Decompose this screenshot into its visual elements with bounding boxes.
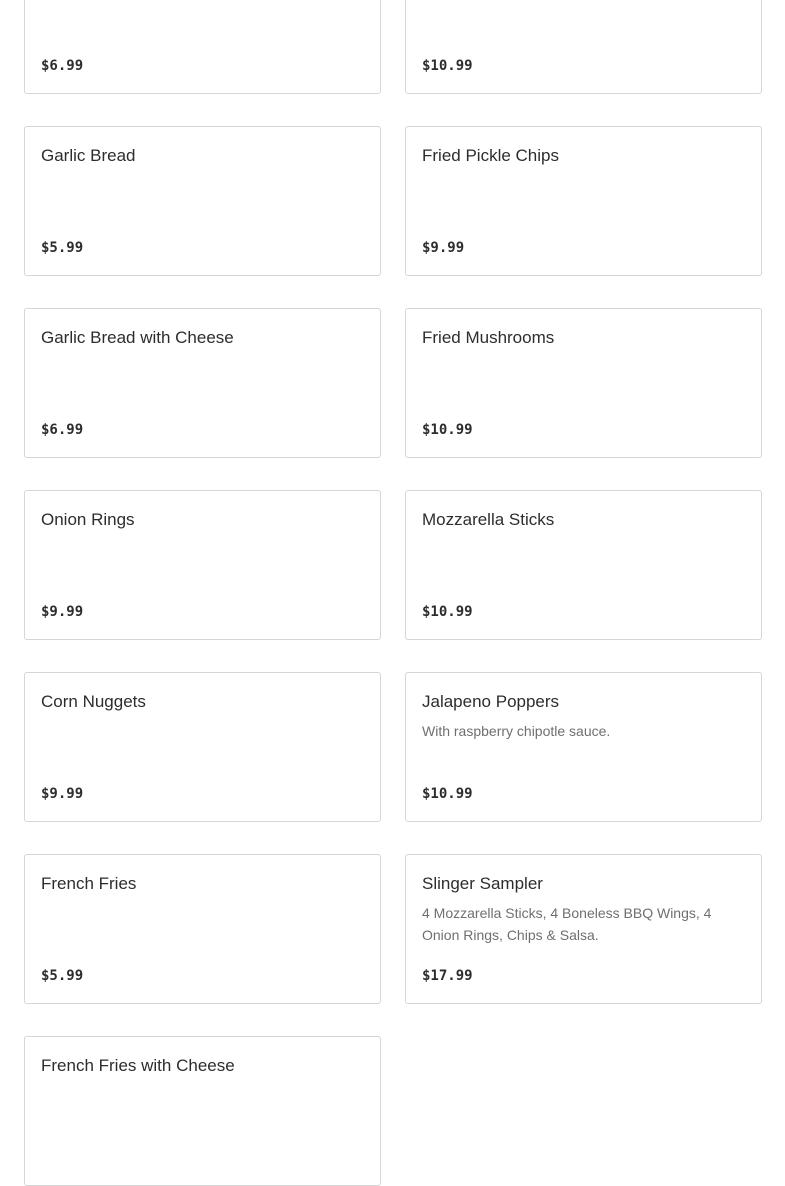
- menu-item-price: $10.99: [422, 786, 473, 802]
- menu-item-price: $10.99: [422, 58, 473, 74]
- menu-item-name: Jalapeno Poppers: [422, 692, 560, 711]
- menu-item-name: Garlic Bread: [41, 146, 136, 165]
- menu-item-price: $9.99: [41, 786, 84, 802]
- menu-item-card[interactable]: [24, 1036, 381, 1186]
- menu-item-name: French Fries: [41, 874, 137, 893]
- menu-item-name: Slinger Sampler: [422, 874, 543, 893]
- menu-item-card[interactable]: [24, 126, 381, 276]
- menu-item-name: Fried Mushrooms: [422, 328, 555, 347]
- menu-item-card[interactable]: [24, 490, 381, 640]
- menu-item-price: $6.99: [41, 422, 84, 438]
- menu-item-card[interactable]: [405, 308, 762, 458]
- menu-item-price: $6.99: [41, 58, 84, 74]
- menu-item-card[interactable]: [24, 308, 381, 458]
- menu-item-name: Fried Pickle Chips: [422, 146, 559, 165]
- menu-item-price: $5.99: [41, 240, 84, 256]
- menu-item-price: $10.99: [422, 604, 473, 620]
- menu-item-card[interactable]: [405, 0, 762, 94]
- menu-item-card[interactable]: [405, 490, 762, 640]
- menu-item-name: Mozzarella Sticks: [422, 510, 555, 529]
- menu-item-name: Corn Nuggets: [41, 692, 146, 711]
- menu-item-card[interactable]: [405, 672, 762, 822]
- menu-item-price: $17.99: [422, 968, 473, 984]
- menu-item-description: With raspberry chipotle sauce.: [422, 723, 611, 739]
- menu-item-name: Onion Rings: [41, 510, 135, 529]
- menu-item-price: $10.99: [422, 422, 473, 438]
- menu-item-card[interactable]: [405, 126, 762, 276]
- menu-item-price: $9.99: [422, 240, 465, 256]
- menu-item-price: $5.99: [41, 968, 84, 984]
- menu-item-name: Garlic Bread with Cheese: [41, 328, 234, 347]
- menu-item-card[interactable]: [24, 854, 381, 1004]
- menu-item-card[interactable]: [24, 672, 381, 822]
- menu-item-card[interactable]: [24, 0, 381, 94]
- menu-item-description: 4 Mozzarella Sticks, 4 Boneless BBQ Wings, 4 Onion Rings, Chips & Salsa.: [422, 905, 712, 943]
- menu-item-name: French Fries with Cheese: [41, 1056, 235, 1075]
- menu-item-card[interactable]: [405, 854, 762, 1004]
- menu-item-price: $9.99: [41, 604, 84, 620]
